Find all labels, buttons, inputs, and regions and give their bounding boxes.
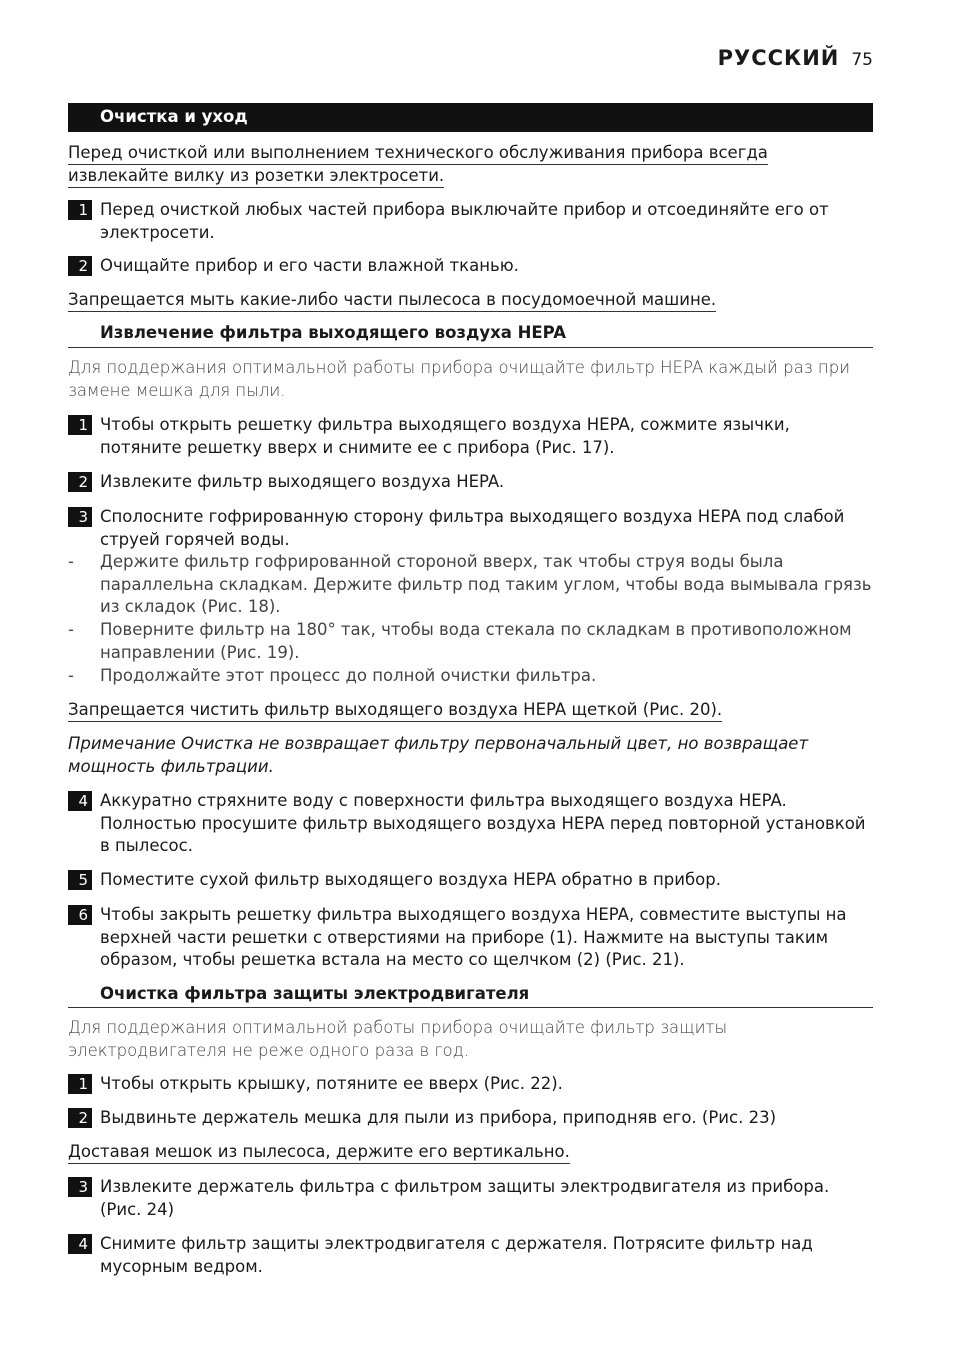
hepa-step-4: 4 Аккуратно стряхните воду с поверхности фильтра выходящего воздуха HEPA. Полностью просушите фильтр выходящего воздуха HEPA перед повторной установкой в пылесос.: [68, 790, 873, 858]
care-step-1: 1 Перед очисткой любых частей прибора выключайте прибор и отсоединяйте его от электросети.: [68, 199, 873, 244]
hepa-warning-brush: Запрещается чистить фильтр выходящего воздуха HEPA щеткой (Рис. 20).: [68, 699, 873, 722]
motor-step-4: 4 Снимите фильтр защиты электродвигателя с держателя. Потрясите фильтр над мусорным ведром.: [68, 1233, 873, 1278]
divider: [68, 347, 873, 348]
motor-warning-vertical: Доставая мешок из пылесоса, держите его вертикально.: [68, 1141, 873, 1164]
motor-step-2: 2 Выдвиньте держатель мешка для пыли из прибора, приподняв его. (Рис. 23): [68, 1107, 873, 1130]
warning-unplug: Перед очисткой или выполнением технического обслуживания прибора всегда извлекайте вилку из розетки электросети.: [68, 142, 873, 187]
divider: [68, 1007, 873, 1008]
section-title-bar: [68, 103, 873, 132]
hepa-intro: Для поддержания оптимальной работы прибора очищайте фильтр HEPA каждый раз при замене мешка для пыли.: [68, 358, 851, 400]
language-label: РУССКИЙ: [717, 46, 840, 70]
warning-dishwasher: Запрещается мыть какие-либо части пылесоса в посудомоечной машине.: [68, 289, 873, 312]
motor-section-title: Очистка фильтра защиты электродвигателя: [100, 984, 530, 1003]
hepa-bullet-2: - Поверните фильтр на 180° так, чтобы вода стекала по складкам в противоположном направлении (Рис. 19).: [68, 620, 852, 662]
hepa-bullet-1: - Держите фильтр гофрированной стороной вверх, так чтобы струя воды была параллельна складкам. Держите фильтр под таким углом, чтобы вода вымывала грязь из складок (Рис. 18).: [68, 552, 872, 616]
hepa-step-6: 6 Чтобы закрыть решетку фильтра выходящего воздуха HEPA, совместите выступы на верхней части решетки с отверстиями на приборе (1). Нажмите на выступы таким образом, чтобы решетка встала на место со щелчком (2) (Рис. 21).: [68, 904, 873, 972]
hepa-step-2: 2 Извлеките фильтр выходящего воздуха HEPA.: [68, 471, 873, 494]
care-step-2: 2 Очищайте прибор и его части влажной тканью.: [68, 255, 873, 278]
motor-intro: Для поддержания оптимальной работы прибора очищайте фильтр защиты электродвигателя не реже одного раза в год.: [68, 1018, 728, 1060]
motor-step-1: 1 Чтобы открыть крышку, потяните ее вверх (Рис. 22).: [68, 1073, 873, 1096]
hepa-step-1: 1 Чтобы открыть решетку фильтра выходящего воздуха HEPA, сожмите язычки, потяните решетку вверх и снимите ее с прибора (Рис. 17).: [68, 414, 873, 459]
hepa-step-3: 3 Сполосните гофрированную сторону фильтра выходящего воздуха HEPA под слабой струей горячей воды.: [68, 506, 873, 551]
page-header: [718, 46, 873, 70]
hepa-bullet-3: - Продолжайте этот процесс до полной очистки фильтра.: [68, 666, 597, 685]
hepa-section-title: Извлечение фильтра выходящего воздуха HEPA: [100, 323, 567, 342]
section-title: Очистка и уход: [100, 107, 248, 126]
hepa-note: Примечание Очистка не возвращает фильтру первоначальный цвет, но возвращает мощность фильтрации.: [68, 734, 809, 776]
page-number: 75: [851, 50, 873, 70]
hepa-step-5: 5 Поместите сухой фильтр выходящего воздуха HEPA обратно в прибор.: [68, 869, 873, 892]
motor-step-3: 3 Извлеките держатель фильтра с фильтром защиты электродвигателя из прибора. (Рис. 24): [68, 1176, 873, 1221]
